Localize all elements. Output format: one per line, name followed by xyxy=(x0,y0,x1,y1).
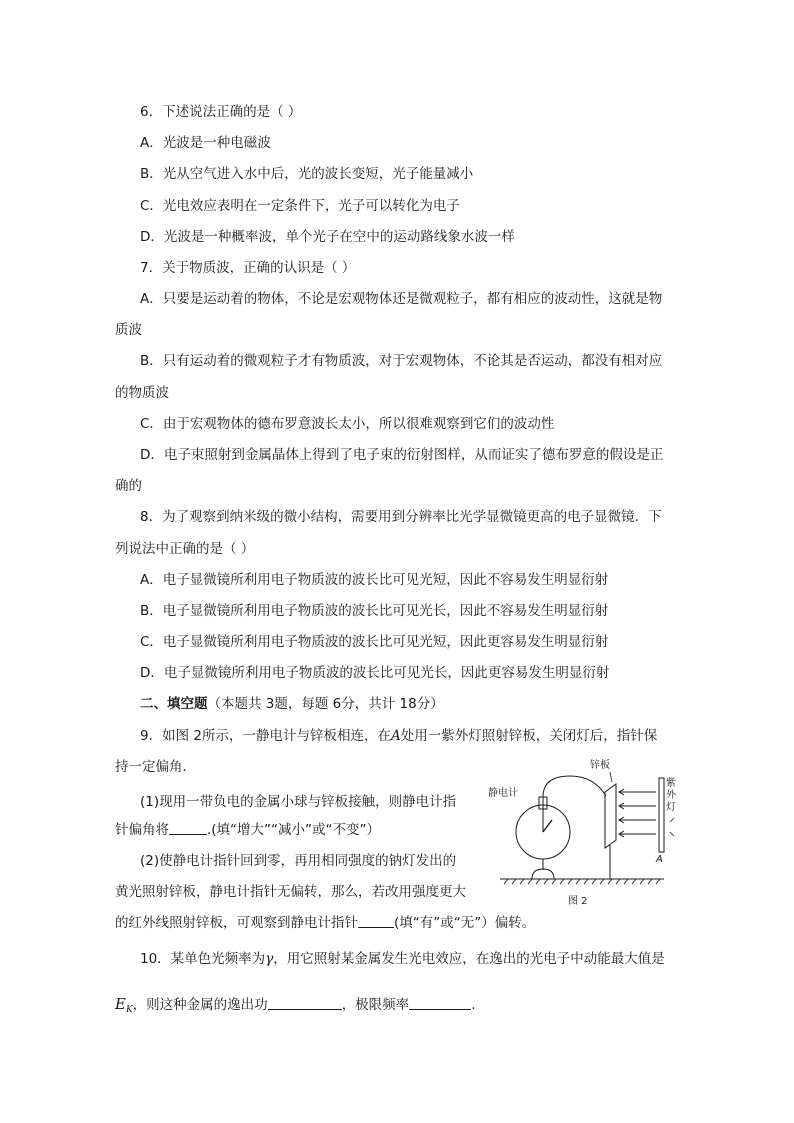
q9-part1-text: 针偏角将 xyxy=(115,822,169,838)
electroscope-base xyxy=(532,869,554,879)
section-heading xyxy=(140,695,444,713)
q6-option-d: D．光波是一种概率波，单个光子在空中的运动路线象水波一样 xyxy=(140,229,515,245)
q10-text-freq: ，极限频率 xyxy=(341,997,410,1013)
q7-option-d-line2: 确的 xyxy=(115,478,142,494)
label-a: A xyxy=(656,854,663,865)
q8-stem-line1: 8．为了观察到纳米级的微小结构，需要用到分辨率比光学显微镜更高的电子显微镜．下 xyxy=(140,509,662,525)
q10-line2 xyxy=(115,995,475,1019)
q10-text-cont: ，用它照射某金属发生光电效应，在逸出的光电子中动能最大值是 xyxy=(273,951,665,967)
q10-var-frequency: γ xyxy=(265,951,274,967)
label-uv-1: 紫 xyxy=(666,778,676,789)
q6-stem: 6．下述说法正确的是（ ） xyxy=(140,104,302,120)
q10-text-work: ，则这种金属的逸出功 xyxy=(132,997,268,1013)
q8-option-c: C．电子显微镜所利用电子物质波的波长比可见光短，因此更容易发生明显衍射 xyxy=(140,634,609,650)
q7-option-b-line2: 的物质波 xyxy=(115,385,169,401)
q9-stem-line2: 持一定偏角． xyxy=(115,759,196,775)
q8-option-d: D．电子显微镜所利用电子物质波的波长比可见光长，因此更容易发生明显衍射 xyxy=(140,665,610,681)
q9-part2-text: 的红外线照射锌板，可观察到静电计指针 xyxy=(115,915,358,931)
q9-part2-hint: (填“有”或“无”）偏转。 xyxy=(394,915,536,931)
q8-option-a: A．电子显微镜所利用电子物质波的波长比可见光短，因此不容易发生明显衍射 xyxy=(140,572,609,588)
q6-option-c: C．光电效应表明在一定条件下，光子可以转化为电子 xyxy=(140,198,460,214)
q9-stem-line1 xyxy=(140,727,657,745)
q7-option-a-line2: 质波 xyxy=(115,322,142,338)
electroscope-needle xyxy=(543,820,552,832)
q9-part1-line1: (1)现用一带负电的金属小球与锌板接触，则静电计指 xyxy=(140,794,457,810)
q10-var-ek: E xyxy=(115,995,126,1013)
label-zinc-plate: 锌板 xyxy=(590,760,610,771)
ground-hatching xyxy=(504,879,660,884)
q9-part1-hint: .(填“增大”“减小”或“不变”） xyxy=(207,822,381,838)
zinc-label-leader xyxy=(610,772,612,782)
q7-option-b-line1: B．只有运动着的微观粒子才有物质波，对于宏观物体，不论其是否运动，都没有相对应 xyxy=(140,353,663,369)
q7-option-a-line1: A．只要是运动着的物体，不论是宏观物体还是微观粒子，都有相应的波动性，这就是物 xyxy=(140,291,663,307)
q9-part1-line2 xyxy=(115,821,380,839)
section-title: 二、填空题 xyxy=(140,696,208,712)
q6-option-a: A．光波是一种电磁波 xyxy=(140,135,271,151)
uv-light-rays xyxy=(619,789,656,837)
q9-var-a: A xyxy=(390,728,401,744)
q6-option-b: B．光从空气进入水中后，光的波长变短，光子能量减小 xyxy=(140,166,474,182)
q7-option-d-line1: D．电子束照射到金属晶体上得到了电子束的衍射图样，从而证实了德布罗意的假设是正 xyxy=(140,447,664,463)
q9-part2-line1: (2)使静电计指针回到零，再用相同强度的钠灯发出的 xyxy=(140,853,457,869)
figure-caption: 图 2 xyxy=(568,896,588,907)
uv-glow-marks xyxy=(670,818,674,836)
connecting-wire xyxy=(543,776,606,797)
q9-part1-blank[interactable] xyxy=(169,821,207,835)
section-note: （本题共 3题，每题 6分，共计 18分） xyxy=(207,696,444,712)
q9-part2-line2: 黄光照射锌板，静电计指针无偏转，那么，若改用强度更大 xyxy=(115,884,466,900)
q10-line1 xyxy=(140,950,665,968)
q9-part2-line3 xyxy=(115,914,535,932)
q9-part2-blank[interactable] xyxy=(358,914,394,928)
figure-2-diagram xyxy=(488,752,676,910)
zinc-plate xyxy=(605,784,616,848)
q10-blank-work-function[interactable] xyxy=(268,996,342,1010)
q7-option-c: C．由于宏观物体的德布罗意波长太小，所以很难观察到它们的波动性 xyxy=(140,416,555,432)
q8-stem-line2: 列说法中正确的是（ ） xyxy=(115,541,255,557)
q8-option-b: B．电子显微镜所利用电子物质波的波长比可见光长，因此不容易发生明显衍射 xyxy=(140,603,609,619)
label-electroscope: 静电计 xyxy=(488,788,518,799)
uv-lamp xyxy=(659,778,664,852)
q9-stem-text-cont: 处用一紫外灯照射锌板，关闭灯后，指针保 xyxy=(400,728,658,744)
q10-period: . xyxy=(471,997,476,1013)
q10-var-ek-sub: K xyxy=(125,1005,133,1015)
label-uv-2: 外 xyxy=(666,790,676,801)
label-uv-3: 灯 xyxy=(666,802,676,813)
q9-stem-text: 9．如图 2所示，一静电计与锌板相连，在 xyxy=(140,728,391,744)
q10-blank-threshold-frequency[interactable] xyxy=(409,996,471,1010)
q7-stem: 7．关于物质波，正确的认识是（ ） xyxy=(140,260,356,276)
q10-text: 10．某单色光频率为 xyxy=(140,951,266,967)
